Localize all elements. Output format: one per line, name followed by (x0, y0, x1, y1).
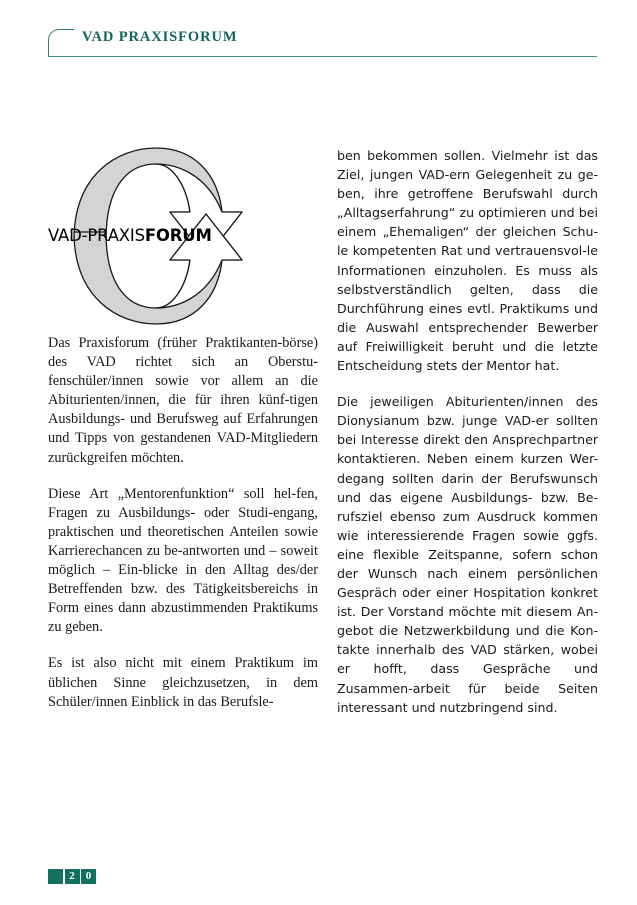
page-footer (48, 869, 96, 884)
right-paragraph-2: Die jeweiligen Abiturienten/innen des Dionysianum bzw. junge VAD-er sollten bei Interesse direkt den Ansprechpartner kontaktieren. Neben einem kurzen Wer-degang sollten darin der Berufswunsch und das eigene Ausbildungs- bzw. Be-rufsziel ebenso zum Ausdruck kommen wie interessierende Fragen sowie ggfs. eine flexible Zeitspanne, sofern schon der Wunsch nach einem persönlichen Gespräch oder einer Hospitation konkret ist. Der Vorstand möchte mit diesem An-gebot die Netzwerkbildung und die Kon-takte innerhalb des VAD stärken, wobei er hofft, dass Gespräche und Zusammen-arbeit für beide Seiten interessant und nutzbringend sind. (337, 394, 598, 715)
page-title: VAD PRAXISFORUM (82, 29, 238, 45)
right-column (337, 146, 598, 717)
logo-wordmark-bold: FORUM (144, 226, 212, 245)
page-number-digit-1: 2 (65, 869, 80, 884)
left-paragraph-3: Es ist also nicht mit einem Praktikum im üblichen Sinne gleichzusetzen, in dem Schüler/innen Einblick in das Berufsle- (48, 655, 318, 710)
right-paragraph-1: ben bekommen sollen. Vielmehr ist das Ziel, jungen VAD-ern Gelegenheit zu ge-ben, ihre getroffene Berufswahl durch „Alltagserfahrung“ zu optimieren und bei einem „Ehemaligen“ der gleichen Schu-le kompetenten Rat und vertrauensvol-le Informationen einzuholen. Es muss als selbstverständlich gelten, dass die Durchführung eines evtl. Praktikums und die Auswahl entsprechender Bewerber auf Freiwilligkeit beruht und die letzte Entscheidung stets der Mentor hat. (337, 148, 598, 374)
praxisforum-logo (48, 140, 318, 330)
left-column (48, 140, 318, 712)
left-paragraph-2: Diese Art „Mentorenfunktion“ soll hel-fen, Fragen zu Ausbildungs- oder Studi-engang, praktischen und theoretischen Anteilen sowie Karrierechancen zu be-antworten und – soweit möglich – Ein-blicke in den Alltag des/der Betreffenden bzw. des Tätigkeitsbereichs in Form eines dann abzustimmenden Praktikums zu geben. (48, 485, 318, 636)
footer-marker-box (48, 869, 63, 884)
logo-wordmark (48, 226, 288, 245)
page-number-digit-2: 0 (81, 869, 96, 884)
logo-wordmark-regular: VAD-PRAXIS (48, 226, 145, 245)
left-paragraph-1: Das Praxisforum (früher Praktikanten-börse) des VAD richtet sich an Oberstu-fenschüler/innen sowie vor allem an die Abiturienten/innen, die für ihren künf-tigen Ausbildungs- und Berufsweg auf Erfahrungen und Tipps von gestandenen VAD-Mitgliedern zurückgreifen möchten. (48, 335, 318, 466)
